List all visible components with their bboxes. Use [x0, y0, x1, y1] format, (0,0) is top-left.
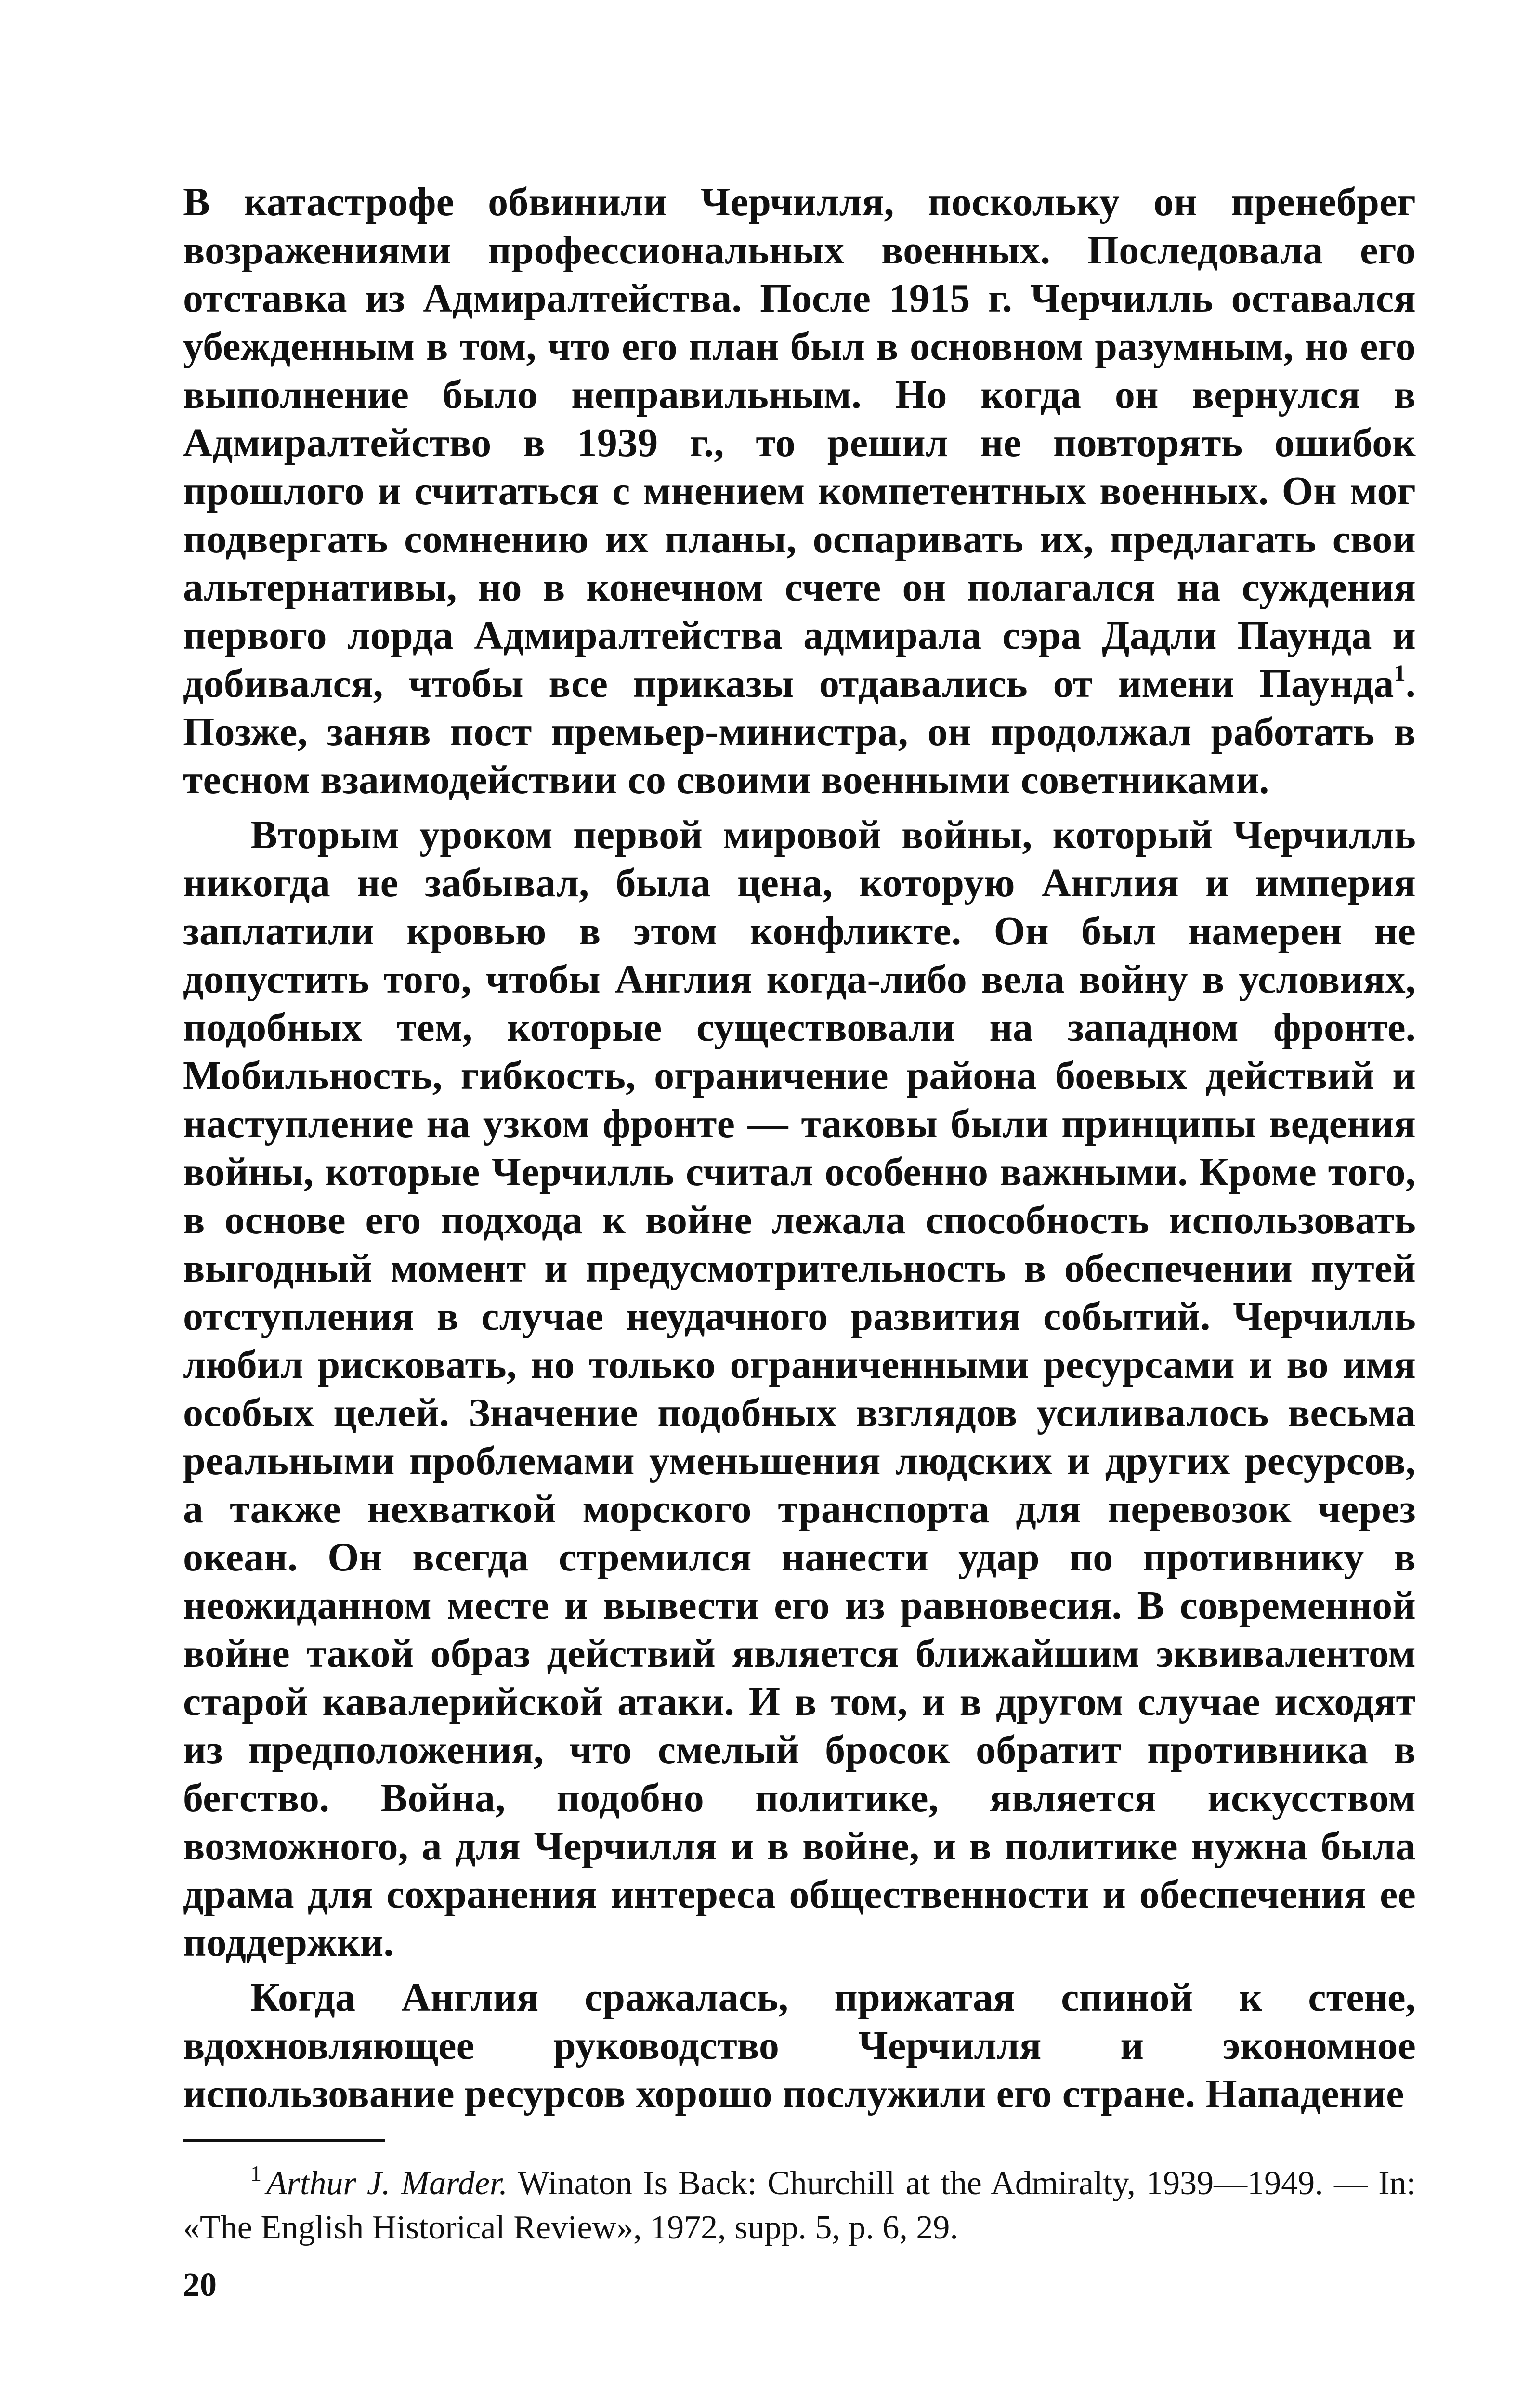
footnote-text: Winaton Is Back: Churchill at the Admiralty, 1939—1949. — In: «The English Historical Review», 1972, supp. 5, p. 6, 29. [183, 2165, 1416, 2246]
footnote-divider [183, 2139, 385, 2142]
paragraph-1 [183, 178, 1416, 804]
footnote-author: Arthur J. Marder. [266, 2165, 508, 2202]
page-number: 20 [183, 2266, 217, 2303]
page-body [183, 178, 1416, 2284]
footnote [183, 2161, 1416, 2250]
footnote-number: 1 [250, 2161, 261, 2186]
footnote-reference[interactable]: 1 [1394, 660, 1406, 686]
paragraph-3: Когда Англия сражалась, прижатая спиной к стене, вдохновляющее руководство Черчилля и экономное использование ресурсов хорошо послужили его стране. Нападение [183, 1975, 1416, 2116]
paragraph-2: Вторым уроком первой мировой войны, который Черчилль никогда не забывал, была цена, которую Англия и империя заплатили кровью в этом конфликте. Он был намерен не допустить того, чтобы Англия когда-либо вела войну в условиях, подобных тем, которые существовали на западном фронте. Мобильность, гибкость, ограничение района боевых действий и наступление на узком фронте — таковы были принципы ведения войны, которые Черчилль считал особенно важными. Кроме того, в основе его подхода к войне лежала способность использовать выгодный момент и предусмотрительность в обеспечении путей отступления в случае неудачного развития событий. Черчилль любил рисковать, но только ограниченными ресурсами и во имя особых целей. Значение подобных взглядов усиливалось весьма реальными проблемами уменьшения людских и других ресурсов, а также нехваткой морского транспорта для перевозок через океан. Он всегда стремился нанести удар по противнику в неожиданном месте и вывести его из равновесия. В современной войне такой образ действий является ближайшим эквивалентом старой кавалерийской атаки. И в том, и в другом случае исходят из предположения, что смелый бросок обратит противника в бегство. Война, подобно политике, является искусством возможного, а для Черчилля и в войне, и в политике нужна была драма для сохранения интереса общественности и обеспечения ее поддержки. [183, 812, 1416, 1965]
paragraph-1-continuation: . Позже, заняв пост премьер-министра, он продолжал работать в тесном взаимодействии со своими военными советниками. [183, 661, 1416, 802]
paragraph-1-text: В катастрофе обвинили Черчилля, поскольку он пренебрег возражениями профессиональных военных. Последовала его отставка из Адмиралтейства. После 1915 г. Черчилль оставался убежденным в том, что его план был в основном разумным, но его выполнение было неправильным. Но когда он вернулся в Адмиралтейство в 1939 г., то решил не повторять ошибок прошлого и считаться с мнением компетентных военных. Он мог подвергать сомнению их планы, оспаривать их, предлагать свои альтернативы, но в конечном счете он полагался на суждения первого лорда Адмиралтейства адмирала сэра Дадли Паунда и добивался, чтобы все приказы отдавались от имени Паунда [183, 180, 1416, 706]
